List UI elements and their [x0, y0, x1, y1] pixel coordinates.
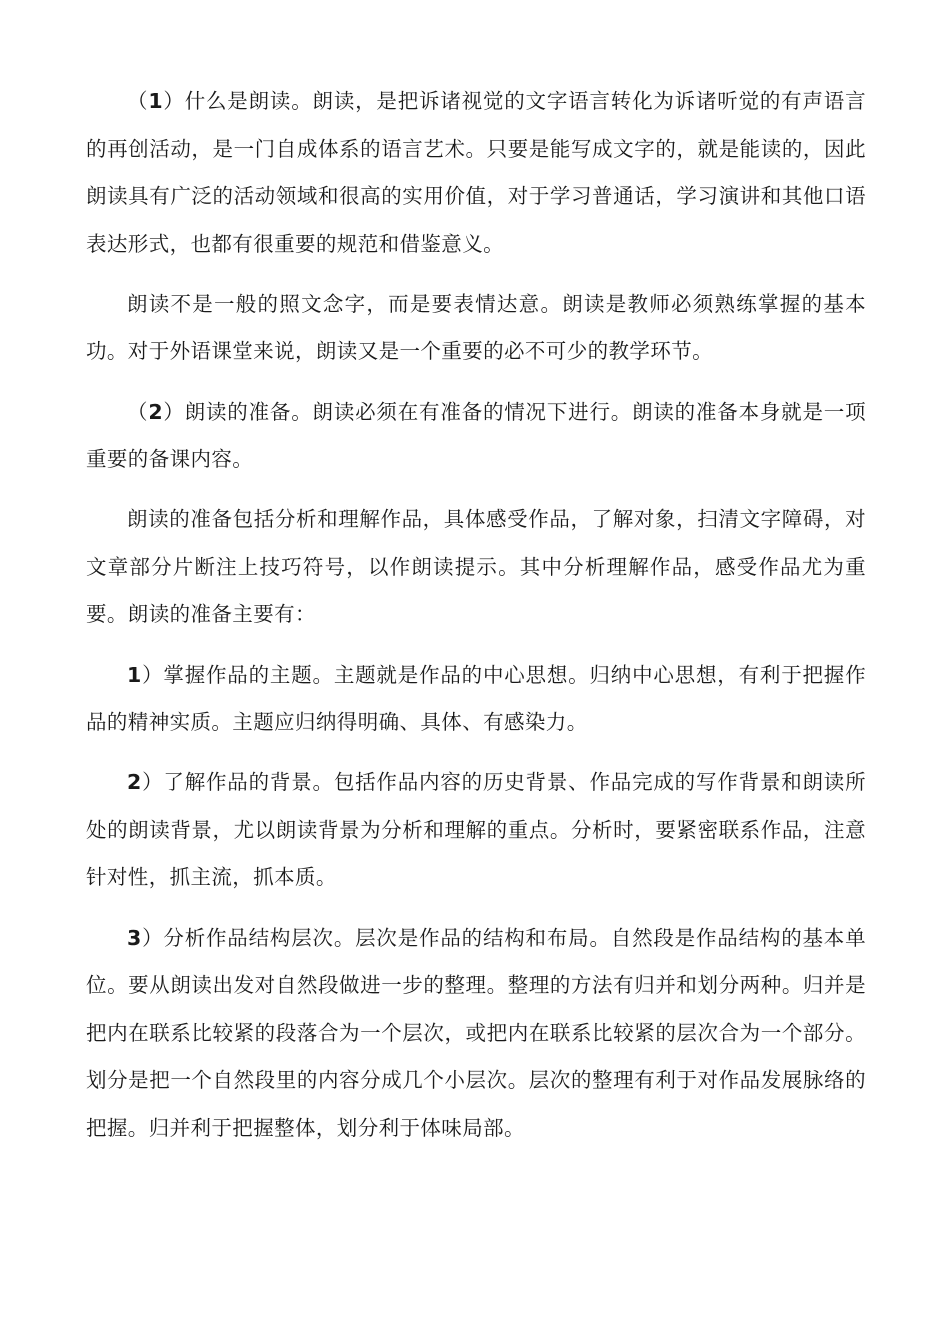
paren-open: （ [127, 399, 149, 424]
paren-close: ） [162, 399, 185, 424]
section-2-paragraph [86, 389, 866, 484]
paren-close: ） [141, 662, 164, 687]
paren-close: ） [141, 770, 164, 795]
paren-open: （ [127, 89, 149, 113]
section-number: 1 [148, 89, 163, 113]
paren-close: ） [141, 925, 164, 950]
paragraph-text: 朗读的准备。朗读必须在有准备的情况下进行。朗读的准备本身就是一项重要的备课内容。 [86, 399, 866, 472]
section-number: 2 [148, 399, 163, 424]
list-number: 2 [127, 770, 142, 795]
paragraph-text: 了解作品的背景。包括作品内容的历史背景、作品完成的写作背景和朗读所处的朗读背景，尤以朗读背景为分析和理解的重点。分析时，要紧密联系作品，注意针对性，抓主流，抓本质。 [86, 770, 867, 890]
paragraph-text: 朗读不是一般的照文念字，而是要表情达意。朗读是教师必须熟练掌握的基本功。对于外语课堂来说，朗读又是一个重要的必不可少的教学环节。 [86, 291, 866, 364]
body-paragraph [86, 496, 866, 639]
list-number: 3 [127, 925, 142, 950]
paragraph-text: 什么是朗读。朗读，是把诉诸视觉的文字语言转化为诉诸听觉的有声语言的再创活动，是一门自成体系的语言艺术。只要是能写成文字的，就是能读的，因此朗读具有广泛的活动领域和很高的实用价值，对于学习普通话，学习演讲和其他口语表达形式，也都有很重要的规范和借鉴意义。 [86, 89, 866, 256]
section-1-paragraph [86, 78, 866, 268]
list-number: 1 [127, 662, 142, 687]
paragraph-text: 掌握作品的主题。主题就是作品的中心思想。归纳中心思想，有利于把握作品的精神实质。主题应归纳得明确、具体、有感染力。 [86, 662, 867, 735]
list-item-3 [86, 915, 866, 1153]
list-item-2 [86, 759, 866, 902]
paragraph-text: 朗读的准备包括分析和理解作品，具体感受作品，了解对象，扫清文字障碍，对文章部分片断注上技巧符号，以作朗读提示。其中分析理解作品，感受作品尤为重要。朗读的准备主要有： [86, 507, 866, 627]
list-item-1 [86, 652, 866, 747]
paragraph-text: 分析作品结构层次。层次是作品的结构和布局。自然段是作品结构的基本单位。要从朗读出发对自然段做进一步的整理。整理的方法有归并和划分两种。归并是把内在联系比较紧的段落合为一个层次，或把内在联系比较紧的层次合为一个部分。划分是把一个自然段里的内容分成几个小层次。层次的整理有利于对作品发展脉络的把握。归并利于把握整体，划分利于体味局部。 [86, 925, 867, 1140]
body-paragraph [86, 281, 866, 376]
paren-close: ） [162, 89, 185, 113]
document-page [86, 78, 866, 1165]
